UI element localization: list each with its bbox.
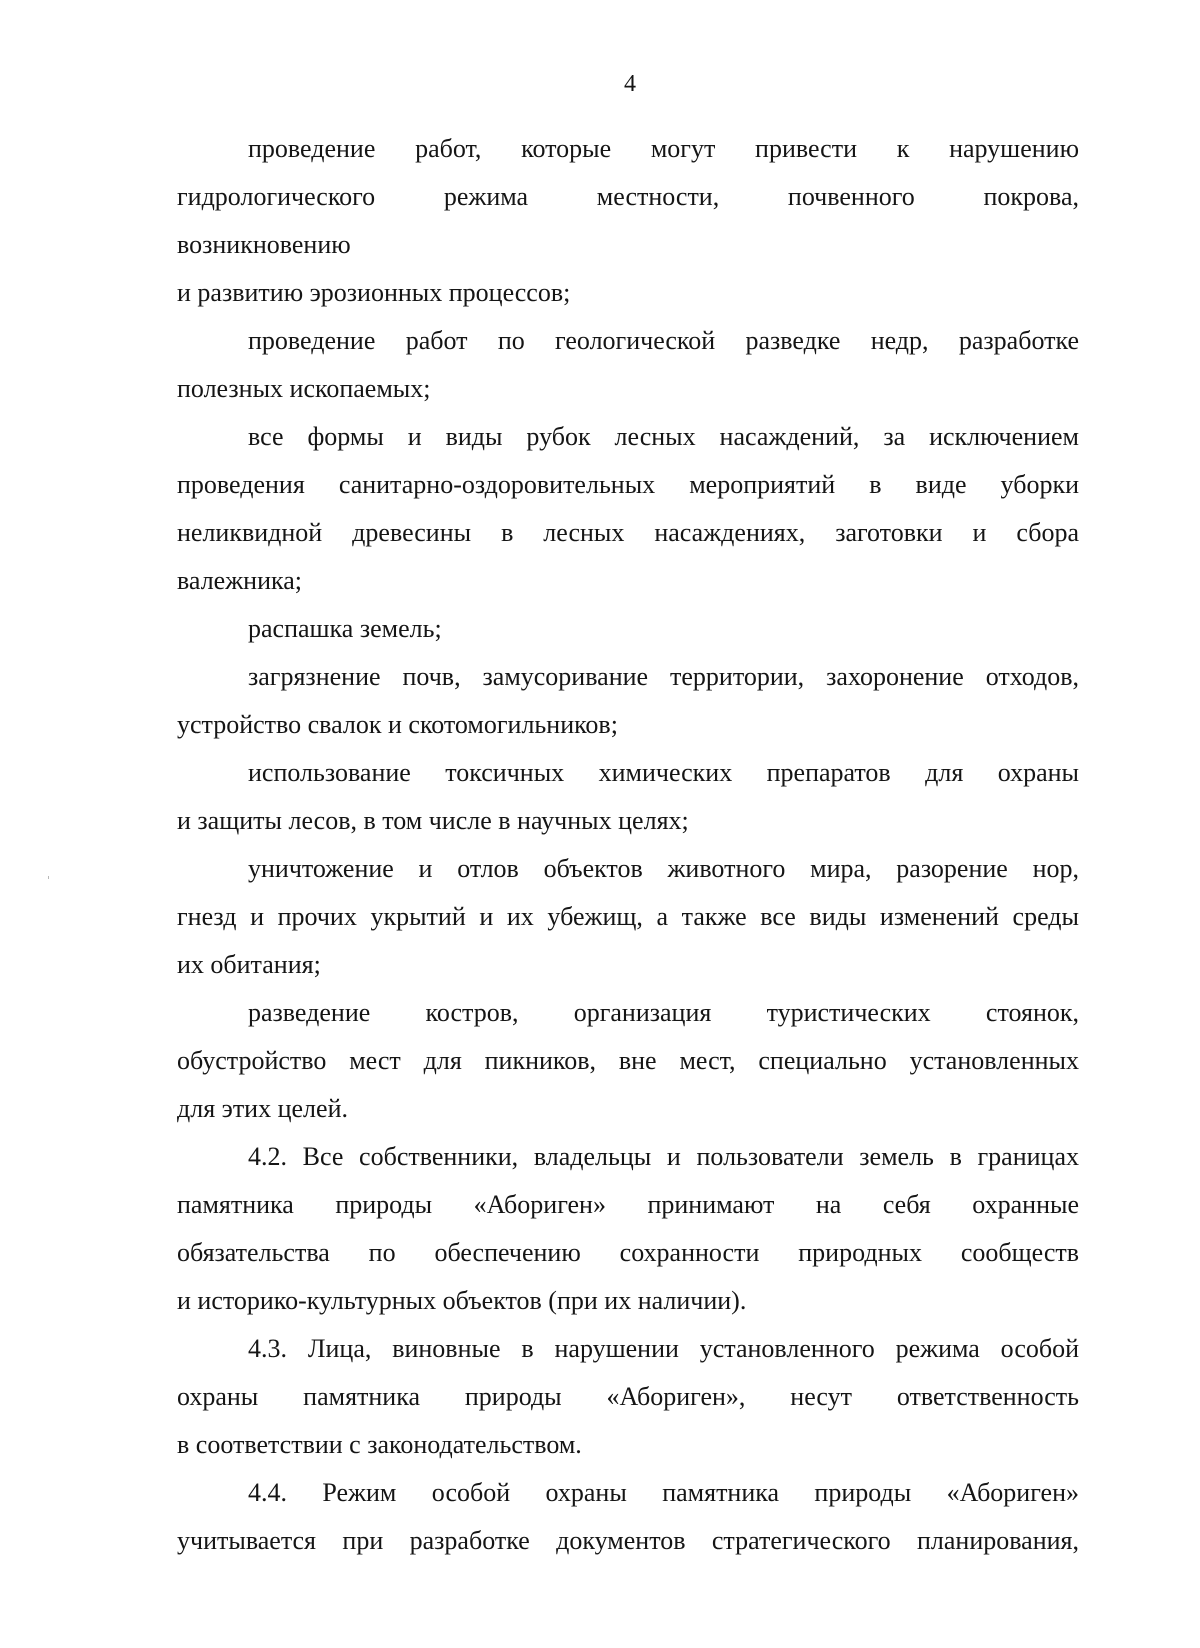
text-line: неликвидной древесины в лесных насаждениях, заготовки и сбора <box>177 518 1079 547</box>
text-line: учитывается при разработке документов стратегического планирования, <box>177 1526 1079 1555</box>
text-line: 4.4. Режим особой охраны памятника природы «Абориген» <box>248 1478 1079 1507</box>
text-line: гнезд и прочих укрытий и их убежищ, а также все виды изменений среды <box>177 902 1079 931</box>
text-line: распашка земель; <box>248 614 442 643</box>
text-line: загрязнение почв, замусоривание территории, захоронение отходов, <box>248 662 1079 691</box>
text-line: использование токсичных химических препаратов для охраны <box>248 758 1079 787</box>
text-line: все формы и виды рубок лесных насаждений, за исключением <box>248 422 1079 451</box>
text-line: 4.2. Все собственники, владельцы и пользователи земель в границах <box>248 1142 1079 1171</box>
text-line: памятника природы «Абориген» принимают на себя охранные <box>177 1190 1079 1219</box>
text-line: обустройство мест для пикников, вне мест, специально установленных <box>177 1046 1079 1075</box>
text-line: и развитию эрозионных процессов; <box>177 278 571 307</box>
text-line: валежника; <box>177 566 303 595</box>
text-line: их обитания; <box>177 950 321 979</box>
text-line: обязательства по обеспечению сохранности природных сообществ <box>177 1238 1079 1267</box>
scan-artifact-mark <box>48 876 49 879</box>
document-body <box>177 125 1079 1565</box>
text-line: проведение работ по геологической разведке недр, разработке <box>248 326 1079 355</box>
text-line: возникновению <box>177 230 351 259</box>
text-line: для этих целей. <box>177 1094 348 1123</box>
text-line: 4.3. Лица, виновные в нарушении установленного режима особой <box>248 1334 1079 1363</box>
text-line: разведение костров, организация туристических стоянок, <box>248 998 1079 1027</box>
text-line: полезных ископаемых; <box>177 374 431 403</box>
text-line: охраны памятника природы «Абориген», несут ответственность <box>177 1382 1079 1411</box>
text-line: в соответствии с законодательством. <box>177 1430 582 1459</box>
text-line: проведение работ, которые могут привести к нарушению <box>248 134 1079 163</box>
text-line: уничтожение и отлов объектов животного мира, разорение нор, <box>248 854 1079 883</box>
text-line: и защиты лесов, в том числе в научных целях; <box>177 806 689 835</box>
text-line: гидрологического режима местности, почвенного покрова, <box>177 182 1079 211</box>
text-line: и историко-культурных объектов (при их наличии). <box>177 1286 747 1315</box>
text-line: устройство свалок и скотомогильников; <box>177 710 618 739</box>
page-number: 4 <box>624 71 636 97</box>
text-line: проведения санитарно-оздоровительных мероприятий в виде уборки <box>177 470 1079 499</box>
